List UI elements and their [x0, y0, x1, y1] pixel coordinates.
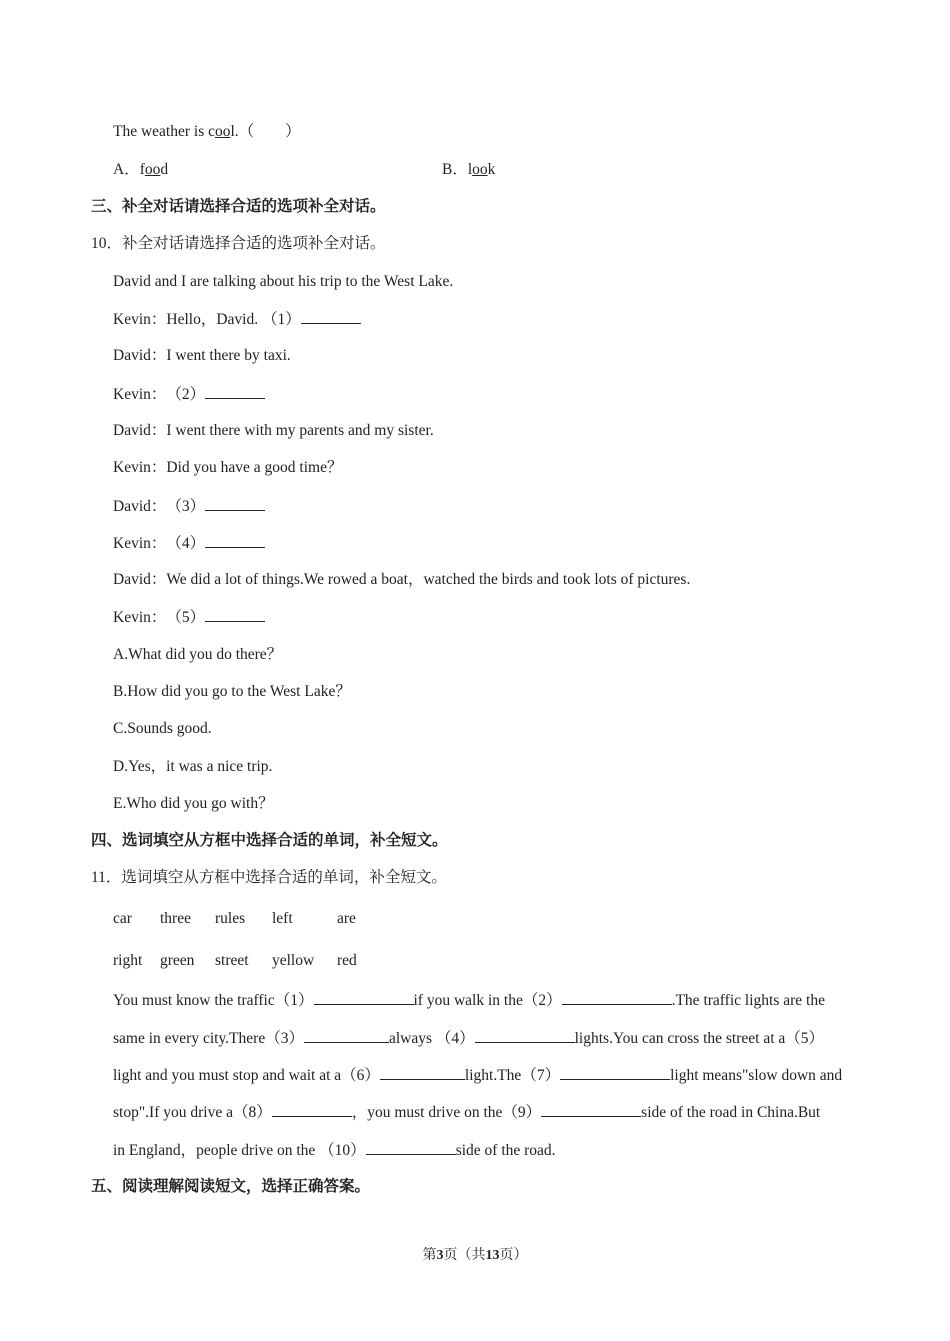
section4-heading: 四、选词填空从方框中选择合适的单词，补全短文。 — [91, 832, 448, 849]
dialogue-line-3: Kevin： （2） — [113, 384, 265, 405]
word-are: are — [337, 910, 356, 927]
page-footer: 第3页（共13页） — [422, 1248, 528, 1263]
dialogue-line-1: Kevin：Hello，David. （1） — [113, 309, 361, 330]
word-right: right — [113, 952, 143, 969]
blank-p6[interactable] — [380, 1065, 465, 1080]
option-a[interactable]: A.What did you do there？ — [113, 646, 283, 663]
blank-p1[interactable] — [314, 990, 414, 1005]
blank-p9[interactable] — [541, 1102, 641, 1117]
option-e[interactable]: E.Who did you go with？ — [113, 795, 274, 812]
word-rules: rules — [215, 910, 246, 927]
word-box-row-1 — [113, 909, 356, 929]
dialogue-line-7: Kevin： （4） — [113, 533, 265, 554]
blank-p8[interactable] — [272, 1102, 352, 1117]
dialogue-line-2: David：I went there by taxi. — [113, 347, 291, 364]
q9-sentence: The weather is cool.（ ） — [113, 123, 301, 140]
dialogue-line-5: Kevin：Did you have a good time？ — [113, 459, 343, 476]
dialogue-line-8: David：We did a lot of things.We rowed a boat，watched the birds and took lots of pictures. — [113, 571, 691, 588]
q10-title: 10．补全对话请选择合适的选项补全对话。 — [91, 235, 386, 252]
blank-p2[interactable] — [562, 990, 672, 1005]
blank-1[interactable] — [301, 309, 361, 324]
dialogue-intro: David and I are talking about his trip to the West Lake. — [113, 273, 454, 290]
word-yellow: yellow — [272, 952, 315, 969]
word-street: street — [215, 952, 249, 969]
option-b[interactable]: B.How did you go to the West Lake？ — [113, 683, 351, 700]
word-green: green — [160, 952, 195, 969]
blank-5[interactable] — [205, 607, 265, 622]
dialogue-line-6: David： （3） — [113, 496, 265, 517]
dialogue-line-4: David：I went there with my parents and my sister. — [113, 422, 434, 439]
q9-option-b[interactable]: B．look — [442, 161, 496, 178]
passage-line-3: light and you must stop and wait at a（6） light.The（7） light means"slow down and — [113, 1067, 843, 1084]
option-c[interactable]: C.Sounds good. — [113, 720, 212, 737]
word-box-row-2 — [113, 951, 357, 971]
blank-p10[interactable] — [366, 1140, 456, 1155]
blank-3[interactable] — [205, 496, 265, 511]
passage-line-1: You must know the traffic（1） if you walk in the（2） .The traffic lights are the — [113, 992, 825, 1009]
blank-p7[interactable] — [560, 1065, 670, 1080]
dialogue-line-9: Kevin： （5） — [113, 607, 265, 628]
section5-heading: 五、阅读理解阅读短文，选择正确答案。 — [91, 1178, 371, 1195]
word-red: red — [337, 952, 357, 969]
word-car: car — [113, 910, 132, 927]
q9-option-a[interactable]: A．food — [113, 161, 169, 178]
word-three: three — [160, 910, 191, 927]
blank-p4[interactable] — [475, 1028, 575, 1043]
q11-title: 11．选词填空从方框中选择合适的单词，补全短文。 — [91, 869, 447, 886]
blank-2[interactable] — [205, 384, 265, 399]
section3-heading: 三、补全对话请选择合适的选项补全对话。 — [91, 198, 386, 215]
passage-line-2: same in every city.There（3） always （4） lights.You can cross the street at a（5） — [113, 1030, 825, 1047]
blank-4[interactable] — [205, 533, 265, 548]
word-left: left — [272, 910, 293, 927]
passage-line-5: in England，people drive on the （10） side of the road. — [113, 1142, 556, 1159]
passage-line-4: stop".If you drive a（8） ，you must drive on the（9） side of the road in China.But — [113, 1104, 821, 1121]
option-d[interactable]: D.Yes，it was a nice trip. — [113, 758, 273, 775]
blank-p3[interactable] — [304, 1028, 389, 1043]
